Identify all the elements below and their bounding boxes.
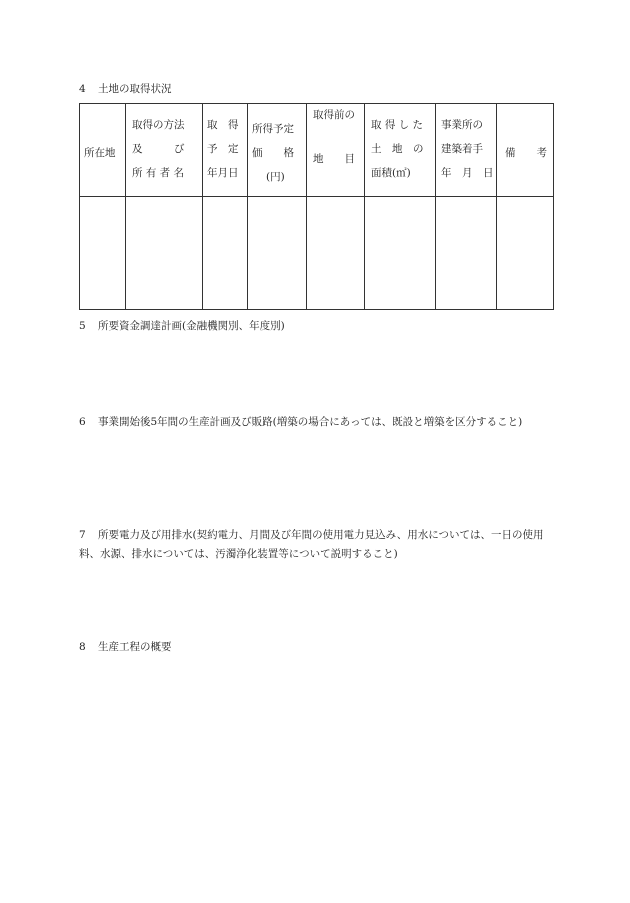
section-number: 6 — [79, 416, 86, 428]
section-title: 所要電力及び用排水(契約電力、月間及び年間の使用電力見込み、用水については、一日の使用料、水源、排水については、汚濁浄化装置等について説明すること) — [79, 529, 544, 560]
header-location: 所在地 — [80, 104, 126, 197]
section-7-heading — [79, 526, 554, 564]
header-acquisition-date: 取 得 予 定 年月日 — [203, 104, 248, 197]
table-cell[interactable] — [307, 197, 365, 310]
table-cell[interactable] — [80, 197, 126, 310]
table-row — [80, 197, 554, 310]
header-planned-price: 所得予定 価 格 (円) — [248, 104, 307, 197]
header-prior-land-category: 取得前の 地 目 — [307, 104, 365, 197]
table-cell[interactable] — [126, 197, 203, 310]
section-title: 土地の取得状況 — [98, 83, 172, 95]
land-acquisition-table — [79, 103, 554, 310]
table-cell[interactable] — [436, 197, 497, 310]
table-cell[interactable] — [248, 197, 307, 310]
section-8-heading — [79, 640, 172, 654]
section-number: 5 — [79, 320, 86, 332]
table-header-row — [80, 104, 554, 197]
header-acquired-area: 取 得 し た 土 地 の 面積(㎡) — [365, 104, 436, 197]
section-title: 事業開始後5年間の生産計画及び販路(増築の場合にあっては、既設と増築を区分すること) — [98, 416, 523, 428]
table-cell[interactable] — [365, 197, 436, 310]
section-4-heading — [79, 82, 172, 96]
section-number: 4 — [79, 83, 86, 95]
section-title: 所要資金調達計画(金融機関別、年度別) — [98, 320, 285, 332]
header-remarks: 備 考 — [497, 104, 554, 197]
section-5-heading — [79, 319, 285, 333]
section-6-heading — [79, 413, 554, 432]
section-number: 7 — [79, 529, 86, 541]
header-construction-start: 事業所の 建築着手 年 月 日 — [436, 104, 497, 197]
section-number: 8 — [79, 641, 86, 653]
table-cell[interactable] — [203, 197, 248, 310]
table-cell[interactable] — [497, 197, 554, 310]
section-title: 生産工程の概要 — [98, 641, 172, 653]
header-method: 取得の方法 及 び 所 有 者 名 — [126, 104, 203, 197]
